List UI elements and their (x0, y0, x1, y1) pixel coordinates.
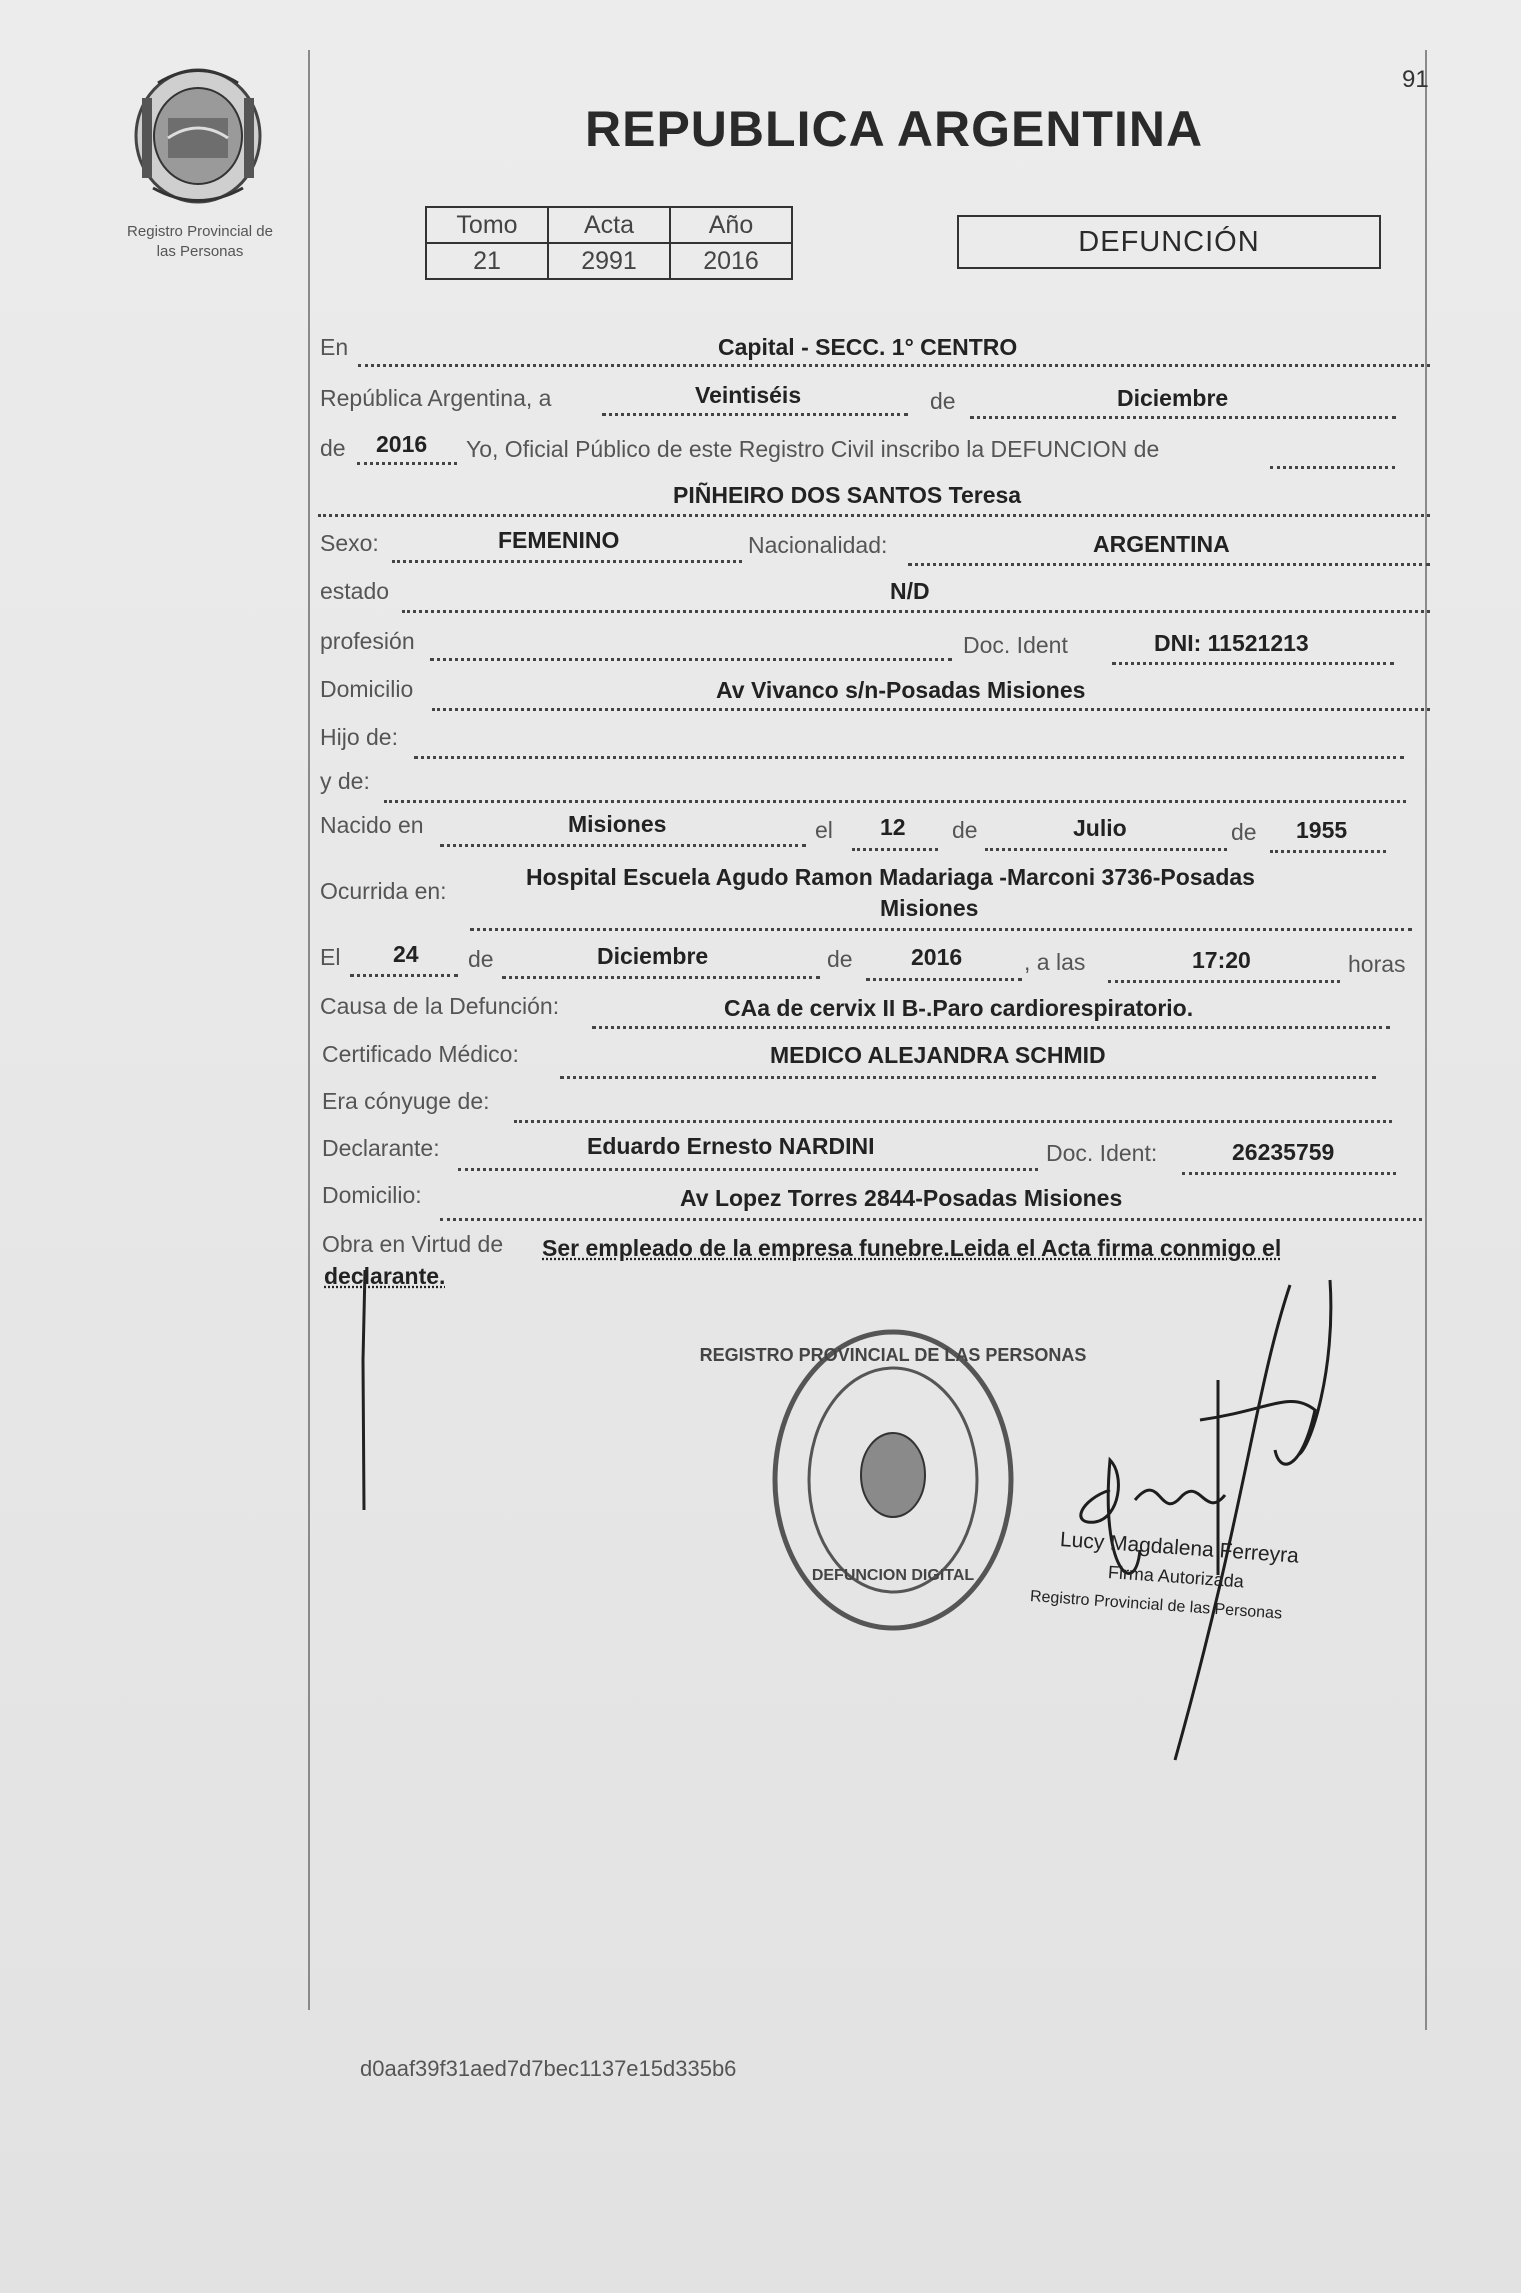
label-a-las: , a las (1024, 949, 1086, 975)
record-table (425, 206, 793, 280)
dotted-line (350, 974, 458, 977)
value-ocurrida-l1: Hospital Escuela Agudo Ramon Madariaga -Marconi 3736-Posadas (526, 864, 1255, 890)
label-y-de: y de: (320, 768, 370, 794)
value-anio: 2016 (376, 431, 428, 457)
label-domicilio: Domicilio (320, 676, 414, 702)
dotted-line (1270, 850, 1386, 853)
label-doc-ident2: Doc. Ident: (1046, 1140, 1158, 1166)
label-sexo: Sexo: (320, 530, 379, 556)
dotted-line (502, 976, 820, 979)
label-ocurrida-en: Ocurrida en: (320, 878, 447, 904)
value-ocurrida-l2: Misiones (880, 895, 979, 921)
label-en: En (320, 334, 349, 360)
value-obra-l1: Ser empleado de la empresa funebre.Leida el Acta firma conmigo el (542, 1235, 1282, 1261)
label-hijo-de: Hijo de: (320, 724, 398, 750)
tomo-header: Tomo (426, 207, 548, 243)
label-republica: República Argentina, a (320, 385, 552, 411)
value-nacido-mes: Julio (1073, 815, 1127, 841)
dotted-line (602, 413, 908, 416)
acta-header: Acta (548, 207, 670, 243)
dotted-line (560, 1076, 1376, 1079)
dotted-line (592, 1026, 1390, 1029)
label-de-anio: de (1231, 819, 1257, 845)
dotted-line (414, 756, 1404, 759)
value-domicilio: Av Vivanco s/n-Posadas Misiones (716, 677, 1086, 703)
value-nacido-anio: 1955 (1296, 817, 1348, 843)
dotted-line (470, 928, 1412, 931)
signature-org: Registro Provincial de las Personas (1029, 1588, 1283, 1623)
record-table-header-row (426, 207, 792, 243)
dotted-line (440, 1218, 1422, 1221)
label-profesion: profesión (320, 628, 415, 654)
value-dia-texto: Veintiséis (695, 382, 802, 408)
left-margin-line (308, 50, 310, 2010)
org-name (105, 222, 295, 262)
label-de3: de (827, 946, 853, 972)
dotted-line (430, 658, 952, 661)
value-certificado: MEDICO ALEJANDRA SCHMID (770, 1042, 1106, 1068)
acta-value: 2991 (548, 243, 670, 279)
official-stamp-icon (699, 1325, 1087, 1635)
anio-header: Año (670, 207, 792, 243)
value-obra-l2: declarante. (324, 1263, 446, 1289)
right-margin-line (1425, 50, 1427, 2030)
signature-role: Firma Autorizada (1107, 1562, 1245, 1592)
value-declarante: Eduardo Ernesto NARDINI (587, 1133, 875, 1159)
record-table-value-row (426, 243, 792, 279)
org-line2: las Personas (156, 243, 244, 260)
value-sexo: FEMENINO (498, 527, 620, 553)
label-de-mes: de (952, 817, 978, 843)
dotted-line (866, 978, 1022, 981)
record-type-box: DEFUNCIÓN (957, 215, 1381, 269)
dotted-line (384, 800, 1406, 803)
dotted-line (1112, 662, 1394, 665)
anio-value: 2016 (670, 243, 792, 279)
label-de-year: de (320, 435, 346, 461)
label-el: el (815, 817, 833, 843)
label-domicilio2: Domicilio: (322, 1182, 422, 1208)
value-lugar: Capital - SECC. 1° CENTRO (718, 334, 1018, 360)
dotted-line (970, 416, 1396, 419)
label-certificado: Certificado Médico: (322, 1041, 519, 1067)
document-title: REPUBLICA ARGENTINA (585, 101, 1204, 157)
tomo-value: 21 (426, 243, 548, 279)
value-nacionalidad: ARGENTINA (1093, 531, 1230, 557)
value-fallec-dia: 24 (393, 941, 419, 967)
label-nacionalidad: Nacionalidad: (748, 532, 888, 558)
signature-name: Lucy Magdalena Ferreyra (1059, 1528, 1300, 1568)
document-hash: d0aaf39f31aed7d7bec1137e15d335b6 (360, 2056, 737, 2081)
label-causa: Causa de la Defunción: (320, 993, 560, 1019)
dotted-line (985, 848, 1227, 851)
label-declarante: Declarante: (322, 1135, 440, 1161)
dotted-line (1270, 466, 1395, 469)
label-de2: de (468, 946, 494, 972)
value-causa: CAa de cervix II B-.Paro cardiorespiratorio. (724, 995, 1194, 1021)
province-seal-icon (128, 58, 268, 208)
dotted-line (514, 1120, 1392, 1123)
label-obra: Obra en Virtud de (322, 1231, 504, 1257)
dotted-line (402, 610, 1430, 613)
dotted-line (357, 462, 457, 465)
label-conyuge: Era cónyuge de: (322, 1088, 490, 1114)
value-declarante-doc: 26235759 (1232, 1139, 1335, 1165)
dotted-line (1108, 980, 1340, 983)
label-yo: Yo, Oficial Público de este Registro Civil inscribo la DEFUNCION de (466, 436, 1160, 462)
dotted-line (358, 364, 1430, 367)
dotted-line (318, 514, 1430, 517)
dotted-line (458, 1168, 1038, 1171)
label-estado: estado (320, 578, 390, 604)
value-mes: Diciembre (1117, 385, 1229, 411)
value-nacido-lugar: Misiones (568, 811, 667, 837)
stamp-ring-text: REGISTRO PROVINCIAL DE LAS PERSONAS (699, 1345, 1087, 1365)
value-hora: 17:20 (1192, 947, 1251, 973)
org-line1: Registro Provincial de (127, 223, 273, 240)
label-de: de (930, 388, 956, 414)
value-nacido-dia: 12 (880, 814, 906, 840)
value-nombre: PIÑHEIRO DOS SANTOS Teresa (673, 482, 1022, 508)
dotted-line (908, 563, 1430, 566)
value-fallec-mes: Diciembre (597, 943, 709, 969)
label-nacido-en: Nacido en (320, 812, 424, 838)
label-doc-ident: Doc. Ident (963, 632, 1068, 658)
value-dni: DNI: 11521213 (1154, 630, 1309, 656)
value-declarante-domicilio: Av Lopez Torres 2844-Posadas Misiones (680, 1185, 1123, 1211)
label-horas: horas (1348, 951, 1406, 977)
handwritten-signature-icon (1040, 1270, 1370, 1780)
value-estado: N/D (890, 578, 930, 604)
page-number: 91 (1402, 66, 1429, 93)
dotted-line (1182, 1172, 1396, 1175)
label-el2: El (320, 944, 341, 970)
dotted-line (392, 560, 742, 563)
stamp-inner-text: DEFUNCION DIGITAL (811, 1567, 975, 1584)
dotted-line (432, 708, 1430, 711)
dotted-line (852, 848, 938, 851)
pen-stroke-icon (355, 1270, 375, 1520)
dotted-line (440, 844, 806, 847)
value-fallec-anio: 2016 (911, 944, 963, 970)
